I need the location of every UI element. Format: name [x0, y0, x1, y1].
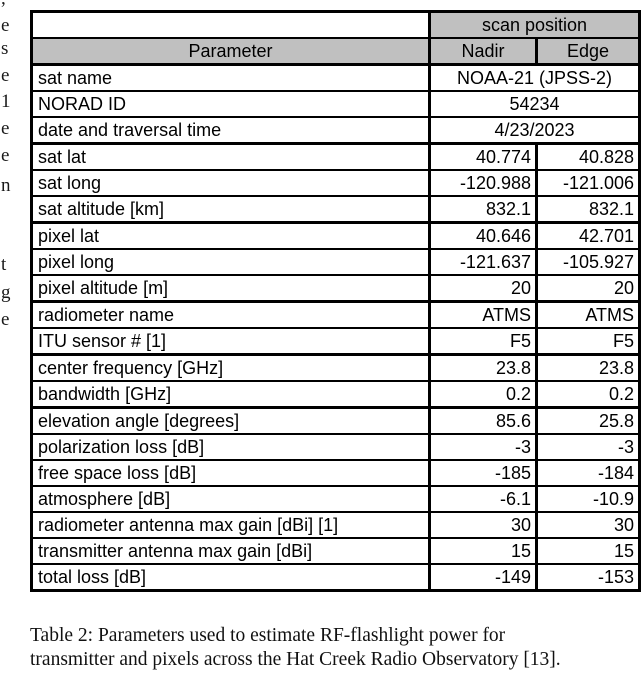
table-row: [32, 117, 640, 144]
parameter-label: NORAD ID: [32, 91, 430, 117]
table-row: [32, 460, 640, 486]
table-row: [32, 275, 640, 302]
parameter-label: pixel long: [32, 249, 430, 275]
parameter-label: sat lat: [32, 144, 430, 171]
parameter-label: radiometer name: [32, 302, 430, 329]
table-row: [32, 486, 640, 512]
edge-value-cell: 40.828: [537, 144, 640, 171]
table-row: [32, 170, 640, 196]
table-row: [32, 512, 640, 538]
empty-header-cell: [32, 12, 430, 39]
table-caption: [30, 624, 642, 672]
nadir-value-cell: F5: [430, 328, 537, 355]
parameter-label: sat long: [32, 170, 430, 196]
nadir-value-cell: 0.2: [430, 381, 537, 408]
nadir-value-cell: 85.6: [430, 408, 537, 435]
table-row: [32, 223, 640, 250]
table-row: [32, 538, 640, 564]
table-row: [32, 249, 640, 275]
table-row: [32, 328, 640, 355]
table-row: [32, 381, 640, 408]
parameter-label: sat altitude [km]: [32, 196, 430, 223]
table-row: [32, 196, 640, 223]
edge-value-cell: 0.2: [537, 381, 640, 408]
scan-position-header-row: [32, 12, 640, 39]
nadir-value-cell: 20: [430, 275, 537, 302]
edge-value-cell: 20: [537, 275, 640, 302]
nadir-value-cell: -3: [430, 434, 537, 460]
parameter-label: sat name: [32, 65, 430, 92]
margin-text-fragment: e: [1, 15, 10, 36]
edge-value-cell: 832.1: [537, 196, 640, 223]
table-row: [32, 434, 640, 460]
table-caption-line-2: transmitter and pixels across the Hat Creek Radio Observatory [13].: [30, 649, 561, 670]
merged-value-cell: 54234: [430, 91, 640, 117]
nadir-column-header: Nadir: [430, 38, 537, 65]
edge-value-cell: -121.006: [537, 170, 640, 196]
parameter-label: pixel altitude [m]: [32, 275, 430, 302]
parameter-label: radiometer antenna max gain [dBi] [1]: [32, 512, 430, 538]
nadir-value-cell: 30: [430, 512, 537, 538]
left-column-text-fragments: [0, 0, 18, 681]
nadir-value-cell: 40.774: [430, 144, 537, 171]
scan-position-header: scan position: [430, 12, 640, 39]
edge-value-cell: -10.9: [537, 486, 640, 512]
parameter-label: total loss [dB]: [32, 564, 430, 591]
edge-value-cell: -105.927: [537, 249, 640, 275]
parameter-label: atmosphere [dB]: [32, 486, 430, 512]
table-row: [32, 65, 640, 92]
merged-value-cell: 4/23/2023: [430, 117, 640, 144]
margin-text-fragment: [1, 0, 6, 8]
parameter-label: bandwidth [GHz]: [32, 381, 430, 408]
parameter-label: pixel lat: [32, 223, 430, 250]
edge-column-header: Edge: [537, 38, 640, 65]
nadir-value-cell: -149: [430, 564, 537, 591]
margin-text-fragment: e: [1, 309, 10, 330]
edge-value-cell: 30: [537, 512, 640, 538]
edge-value-cell: 25.8: [537, 408, 640, 435]
merged-value-cell: NOAA-21 (JPSS-2): [430, 65, 640, 92]
nadir-value-cell: 23.8: [430, 355, 537, 382]
margin-text-fragment: e: [1, 65, 10, 86]
parameters-table: [30, 10, 641, 592]
parameter-label: polarization loss [dB]: [32, 434, 430, 460]
edge-value-cell: -3: [537, 434, 640, 460]
edge-value-cell: ATMS: [537, 302, 640, 329]
edge-value-cell: 15: [537, 538, 640, 564]
margin-text-fragment: n: [1, 175, 11, 196]
parameter-label: transmitter antenna max gain [dBi]: [32, 538, 430, 564]
parameter-label: center frequency [GHz]: [32, 355, 430, 382]
parameter-column-header: Parameter: [32, 38, 430, 65]
edge-value-cell: F5: [537, 328, 640, 355]
margin-text-fragment: t: [1, 254, 7, 275]
nadir-value-cell: -6.1: [430, 486, 537, 512]
margin-text-fragment: 1: [1, 91, 11, 112]
table-row: [32, 564, 640, 591]
table-row: [32, 408, 640, 435]
margin-text-fragment: e: [1, 145, 10, 166]
table-row: [32, 91, 640, 117]
margin-text-fragment: e: [1, 118, 10, 139]
nadir-value-cell: -185: [430, 460, 537, 486]
margin-text-fragment: g: [1, 282, 11, 303]
parameter-label: elevation angle [degrees]: [32, 408, 430, 435]
column-header-row: [32, 38, 640, 65]
table-caption-line-1: Table 2: Parameters used to estimate RF-flashlight power for: [30, 625, 506, 646]
edge-value-cell: 23.8: [537, 355, 640, 382]
nadir-value-cell: 40.646: [430, 223, 537, 250]
parameter-label: ITU sensor # [1]: [32, 328, 430, 355]
nadir-value-cell: 15: [430, 538, 537, 564]
parameter-label: date and traversal time: [32, 117, 430, 144]
edge-value-cell: -153: [537, 564, 640, 591]
table-row: [32, 144, 640, 171]
table-row: [32, 355, 640, 382]
margin-text-fragment: s: [1, 38, 9, 59]
nadir-value-cell: ATMS: [430, 302, 537, 329]
edge-value-cell: -184: [537, 460, 640, 486]
nadir-value-cell: -121.637: [430, 249, 537, 275]
nadir-value-cell: 832.1: [430, 196, 537, 223]
nadir-value-cell: -120.988: [430, 170, 537, 196]
edge-value-cell: 42.701: [537, 223, 640, 250]
table-row: [32, 302, 640, 329]
parameter-label: free space loss [dB]: [32, 460, 430, 486]
